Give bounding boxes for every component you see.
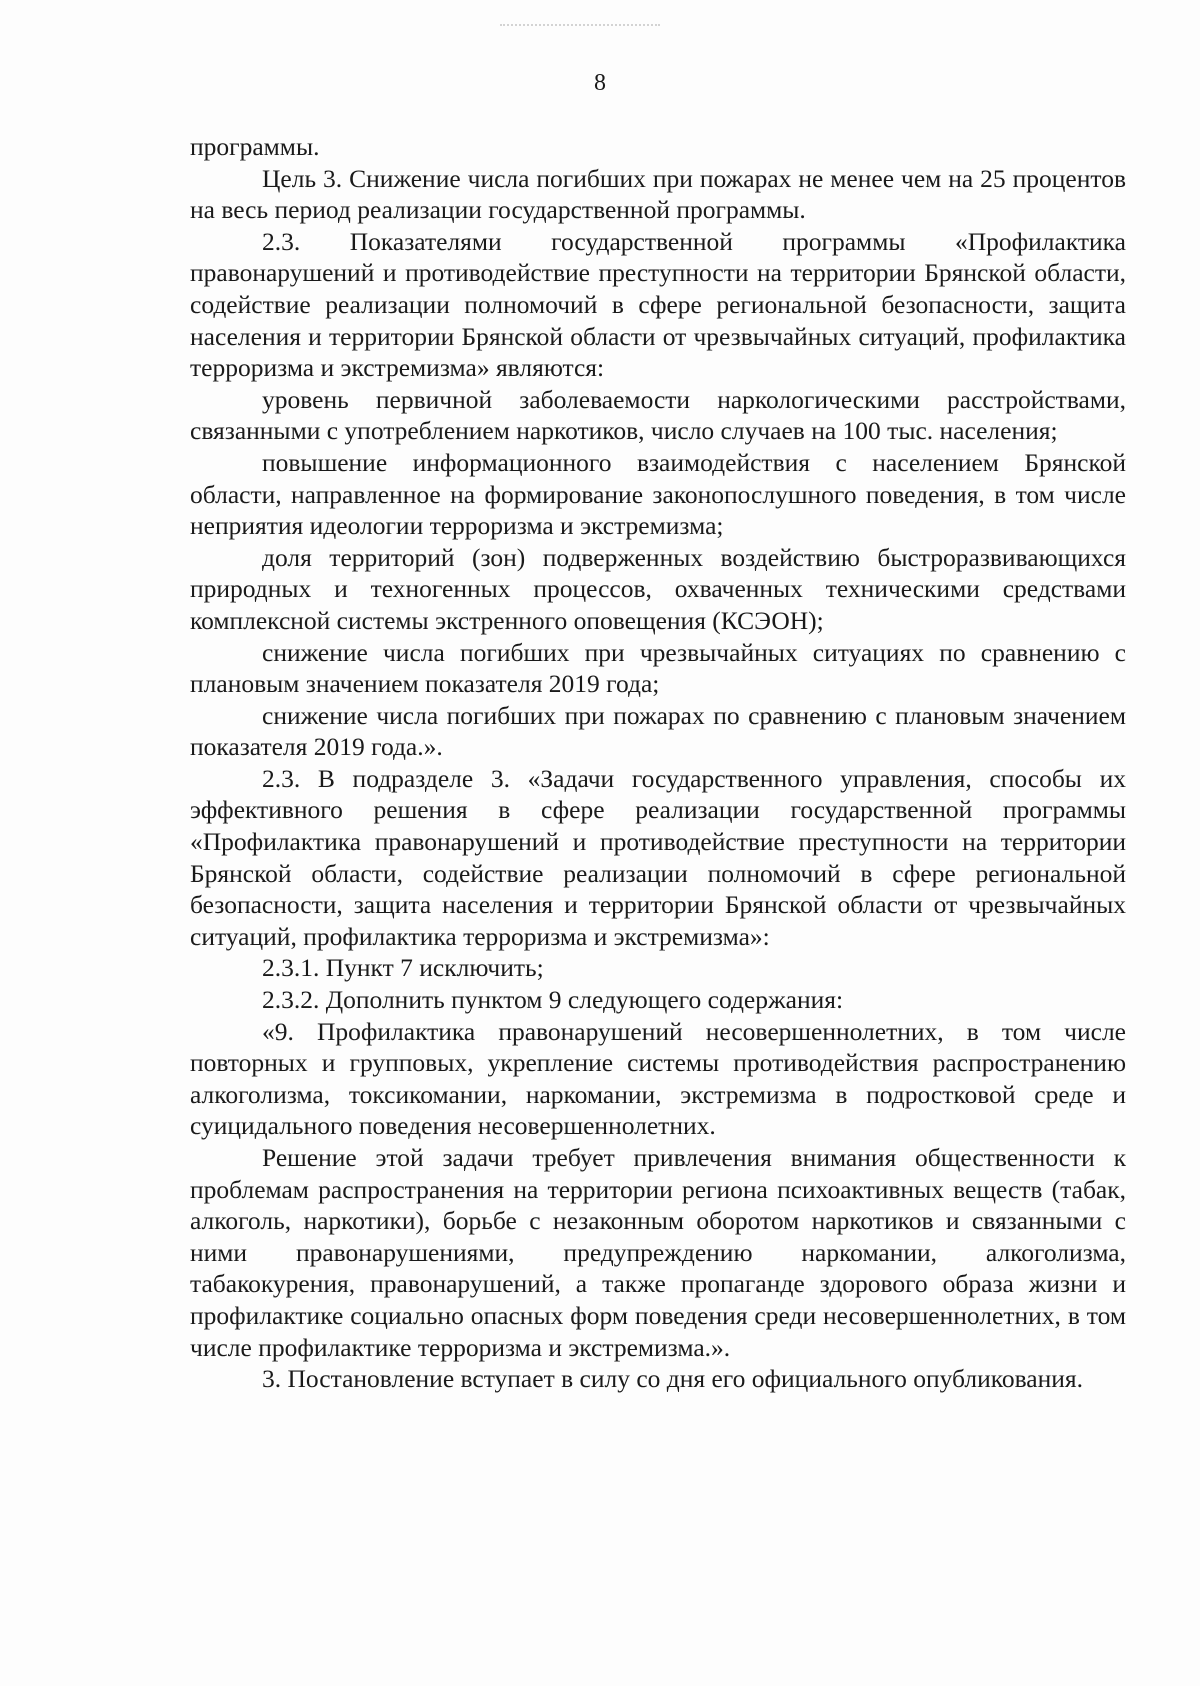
- paragraph: Решение этой задачи требует привлечения внимания общественности к проблемам распространения на территории региона психоактивных веществ (табак, алкоголь, наркотики), борьбе с незаконным оборотом наркотиков и связанными с ними правонарушениями, предупреждению наркомании, алкоголизма, табакокурения, правонарушений, а также пропаганде здорового образа жизни и профилактике социально опасных форм поведения среди несовершеннолетних, в том числе профилактике терроризма и экстремизма.».: [190, 1143, 1126, 1362]
- paragraph: уровень первичной заболеваемости наркологическими расстройствами, связанными с употреблением наркотиков, число случаев на 100 тыс. населения;: [190, 384, 1126, 446]
- paragraph: «9. Профилактика правонарушений несовершеннолетних, в том числе повторных и групповых, укрепление системы противодействия распространению алкоголизма, токсикомании, наркомании, экстремизма в подростковой среде и суицидального поведения несовершеннолетних.: [190, 1016, 1126, 1141]
- page-number: 8: [594, 70, 606, 96]
- paragraph: 3. Постановление вступает в силу со дня его официального опубликования.: [262, 1364, 1083, 1394]
- paragraph: 2.3. В подразделе 3. «Задачи государственного управления, способы их эффективного решения в сфере реализации государственной программы «Профилактика правонарушений и противодействие преступности на территории Брянской области, содействие реализации полномочий в сфере региональной безопасности, защита населения и территории Брянской области от чрезвычайных ситуаций, профилактика терроризма и экстремизма»:: [190, 763, 1126, 951]
- paragraph: 2.3. Показателями государственной программы «Профилактика правонарушений и противодействие преступности на территории Брянской области, содействие реализации полномочий в сфере региональной безопасности, защита населения и территории Брянской области от чрезвычайных ситуаций, профилактика терроризма и экстремизма» являются:: [190, 226, 1126, 383]
- scan-artifact: [500, 24, 660, 34]
- paragraph: Цель 3. Снижение числа погибших при пожарах не менее чем на 25 процентов на весь период реализации государственной программы.: [190, 163, 1126, 225]
- paragraph: доля территорий (зон) подверженных воздействию быстроразвивающихся природных и техногенных процессов, охваченных техническими средствами комплексной системы экстренного оповещения (КСЭОН);: [190, 542, 1126, 635]
- document-body: [190, 131, 1126, 1395]
- paragraph: повышение информационного взаимодействия с населением Брянской области, направленное на формирование законопослушного поведения, в том числе неприятия идеологии терроризма и экстремизма;: [190, 447, 1126, 541]
- paragraph: снижение числа погибших при чрезвычайных ситуациях по сравнению с плановым значением показателя 2019 года;: [190, 637, 1126, 699]
- paragraph: программы.: [190, 132, 320, 161]
- paragraph: 2.3.2. Дополнить пунктом 9 следующего содержания:: [262, 985, 844, 1015]
- paragraph: 2.3.1. Пункт 7 исключить;: [262, 953, 544, 983]
- paragraph: снижение числа погибших при пожарах по сравнению с плановым значением показателя 2019 года.».: [190, 700, 1126, 762]
